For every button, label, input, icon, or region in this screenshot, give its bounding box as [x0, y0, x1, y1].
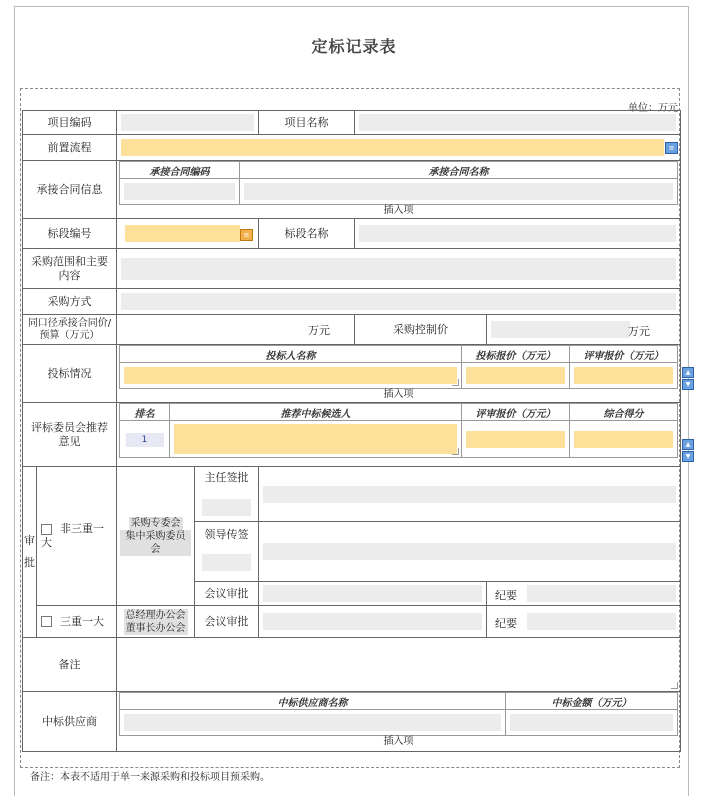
meeting-approval-label-1: 会议审批	[195, 582, 259, 606]
recommend-table	[119, 403, 678, 458]
scope-label: 采购范围和主要内容	[23, 249, 117, 289]
committee-label: 评标委员会推荐意见	[23, 403, 117, 467]
review-price-cell[interactable]	[574, 367, 673, 384]
winner-insert-link[interactable]: 插入项	[383, 736, 414, 747]
winner-amount-cell[interactable]	[510, 714, 673, 731]
winner-label: 中标供应商	[23, 692, 117, 752]
budget-label: 同口径承接合同价/预算（万元）	[23, 315, 117, 345]
minutes-label-1: 纪要	[495, 589, 517, 602]
budget-unit: 万元	[308, 323, 330, 337]
meeting-approval-field-1[interactable]	[263, 585, 482, 602]
rec-review-price-cell[interactable]	[466, 431, 565, 448]
director-sign-field[interactable]	[263, 486, 676, 503]
bid-insert-link[interactable]: 插入项	[383, 389, 414, 400]
bidder-name-cell[interactable]	[124, 367, 457, 384]
meeting-approval-field-2[interactable]	[263, 613, 482, 630]
contract-table	[119, 161, 678, 205]
candidate-header: 推荐中标候选人	[170, 404, 462, 421]
office-b1-label: 总经理办公会	[125, 609, 186, 621]
major-checkbox[interactable]	[41, 616, 52, 627]
approval-label: 审批	[23, 467, 37, 638]
section-code-field[interactable]	[125, 225, 240, 242]
winner-table	[119, 692, 678, 736]
meeting-approval-label-2: 会议审批	[195, 606, 259, 638]
scope-field[interactable]	[121, 258, 676, 280]
director-sign-date[interactable]	[202, 499, 251, 516]
rank-value: 1	[126, 433, 164, 447]
contract-name-header: 承接合同名称	[240, 162, 678, 179]
form-title: 定标记录表	[311, 37, 397, 56]
major-label: 三重一大	[60, 614, 104, 628]
leader-circulate-label: 领导传签	[204, 528, 249, 541]
project-name-label: 项目名称	[259, 111, 355, 135]
unit-label: 单位：万元	[628, 103, 678, 114]
rank-header: 排名	[120, 404, 170, 421]
pre-process-field[interactable]	[121, 139, 664, 156]
committee-a1-label: 采购专委会	[130, 517, 181, 529]
minutes-field-1[interactable]	[527, 585, 676, 602]
director-sign-label: 主任签批	[204, 471, 249, 484]
method-field[interactable]	[121, 293, 676, 310]
move-up-icon[interactable]: ▲	[682, 439, 694, 450]
method-label: 采购方式	[23, 289, 117, 315]
score-cell[interactable]	[574, 431, 673, 448]
control-price-label: 采购控制价	[355, 315, 487, 345]
winner-name-header: 中标供应商名称	[120, 693, 506, 710]
bid-price-cell[interactable]	[466, 367, 565, 384]
bid-status-label: 投标情况	[23, 345, 117, 403]
page-border-right	[688, 6, 689, 796]
bid-row-buttons	[682, 367, 694, 391]
minutes-label-2: 纪要	[495, 617, 517, 630]
non-major-label: 非三重一大	[41, 522, 104, 549]
pre-process-label: 前置流程	[23, 135, 117, 161]
office-b2-label: 董事长办公会	[125, 622, 186, 634]
bid-price-header: 投标报价（万元）	[462, 346, 570, 363]
rec-row-buttons	[682, 439, 694, 463]
project-code-label: 项目编码	[23, 111, 117, 135]
project-name-field[interactable]	[359, 114, 676, 131]
contract-code-header: 承接合同编码	[120, 162, 240, 179]
section-name-field[interactable]	[359, 225, 676, 242]
section-code-picker-icon[interactable]: ≡	[240, 229, 253, 241]
bid-table	[119, 345, 678, 389]
candidate-cell[interactable]	[174, 424, 457, 454]
page-border-top	[14, 6, 689, 7]
page-border-left	[14, 6, 15, 796]
committee-a2-label: 集中采购委员会	[120, 530, 191, 556]
minutes-field-2[interactable]	[527, 613, 676, 630]
project-code-field[interactable]	[121, 114, 254, 131]
contract-code-cell[interactable]	[124, 183, 235, 200]
rec-review-price-header: 评审报价（万元）	[462, 404, 570, 421]
leader-circulate-date[interactable]	[202, 554, 251, 571]
score-header: 综合得分	[570, 404, 678, 421]
section-name-label: 标段名称	[259, 219, 355, 249]
remarks-label: 备注	[23, 638, 117, 692]
non-major-checkbox[interactable]	[41, 524, 52, 535]
contract-info-label: 承接合同信息	[23, 161, 117, 219]
review-price-header: 评审报价（万元）	[570, 346, 678, 363]
section-code-label: 标段编号	[23, 219, 117, 249]
control-price-unit: 万元	[628, 325, 650, 338]
winner-name-cell[interactable]	[124, 714, 501, 731]
move-up-icon[interactable]: ▲	[682, 367, 694, 378]
move-down-icon[interactable]: ▼	[682, 451, 694, 462]
move-down-icon[interactable]: ▼	[682, 379, 694, 390]
remarks-field[interactable]	[117, 638, 681, 692]
footnote: 备注：本表不适用于单一来源采购和投标项目预采购。	[30, 772, 270, 783]
contract-insert-link[interactable]: 插入项	[383, 205, 414, 216]
leader-circulate-field[interactable]	[263, 543, 676, 560]
winner-amount-header: 中标金额（万元）	[506, 693, 678, 710]
contract-name-cell[interactable]	[244, 183, 673, 200]
pre-process-picker-icon[interactable]: ≡	[665, 142, 678, 154]
bidder-name-header: 投标人名称	[120, 346, 462, 363]
control-price-field[interactable]	[491, 321, 630, 338]
record-form	[22, 110, 691, 752]
